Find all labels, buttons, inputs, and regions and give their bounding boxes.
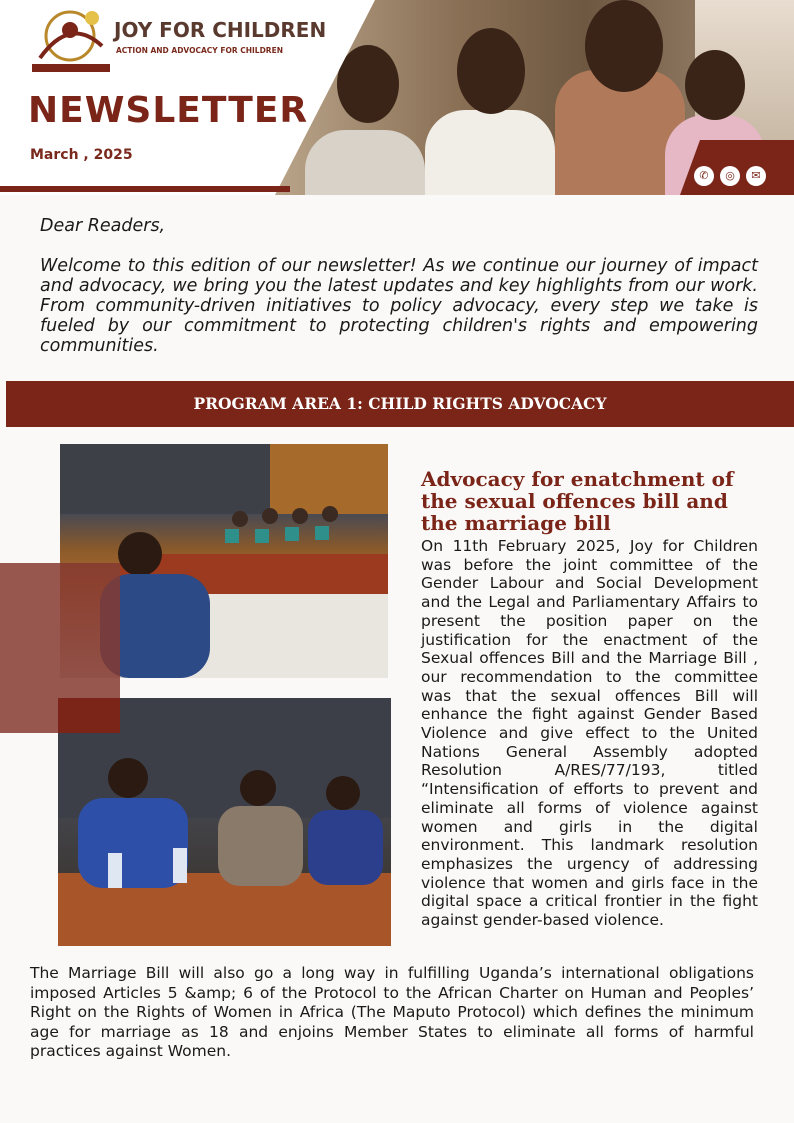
- article-closing-paragraph: The Marriage Bill will also go a long way in fulfilling Uganda’s international obligations imposed Articles 5 &amp; 6 of the Protocol to the African Charter on Human and Peoples’ Right on the Rights of Women in Africa (The Maputo Protocol) which defines the minimum age for marriage as 18 and enjoins Member States to eliminate all forms of harmful practices against Women.: [30, 964, 754, 1060]
- mail-icon[interactable]: ✉: [746, 166, 766, 186]
- greeting: Dear Readers,: [40, 216, 166, 236]
- globe-icon[interactable]: ◎: [720, 166, 740, 186]
- intro-paragraph: Welcome to this edition of our newsletter! As we continue our journey of impact and advocacy, we bring you the latest updates and key highlights from our work. From community-driven initiatives to policy advocacy, every step we take is fueled by our commitment to protecting children's rights and empowering communities.: [40, 256, 758, 356]
- header-divider: [0, 186, 290, 192]
- article-title: Advocacy for enatchment of the sexual offences bill and the marriage bill: [421, 467, 734, 535]
- intro-section: [40, 216, 758, 376]
- joy-for-children-logo: [30, 6, 112, 74]
- newsletter-header: [0, 0, 794, 195]
- article-body: On 11th February 2025, Joy for Children was before the joint committee of the Gender Labour and Social Development and the Legal and Parliamentary Affairs to present the position paper on the justification for the enactment of the Sexual offences Bill and the Marriage Bill , our recommendation to the committee was that the sexual offences Bill will enhance the fight against Gender Based Violence and give effect to the United Nations General Assembly adopted Resolution A/RES/77/193, titled “Intensification of efforts to prevent and eliminate all forms of violence against women and girls in the digital environment. This landmark resolution emphasizes the urgency of addressing violence that women and girls face in the digital space a critical frontier in the fight against gender-based violence.: [421, 537, 758, 930]
- program-area-banner: PROGRAM AREA 1: CHILD RIGHTS ADVOCACY: [6, 381, 794, 427]
- issue-date: March , 2025: [30, 147, 133, 163]
- page-title: NEWSLETTER: [28, 90, 309, 131]
- org-tagline: ACTION AND ADVOCACY FOR CHILDREN: [116, 46, 283, 55]
- org-name: JOY FOR CHILDREN: [114, 18, 327, 42]
- decorative-block-accent: [58, 698, 120, 733]
- phone-icon[interactable]: ✆: [694, 166, 714, 186]
- committee-members-photo: [58, 698, 391, 946]
